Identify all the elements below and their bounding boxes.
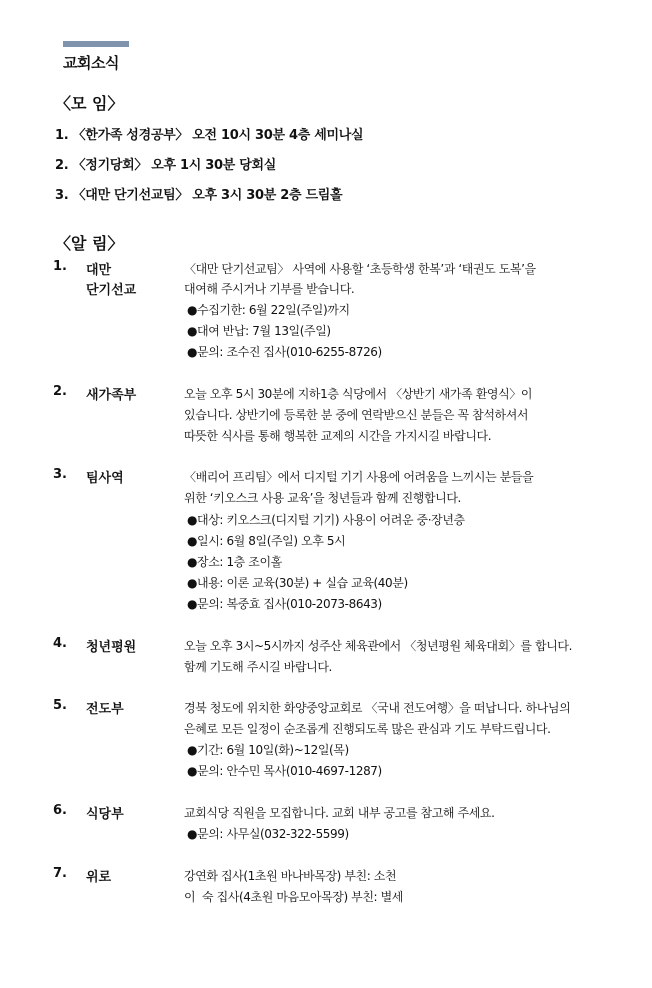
notice-label: 대만 — [86, 263, 112, 278]
notice-text: 함께 기도해 주시길 바랍니다. — [184, 660, 332, 674]
notice-bullet-item: ●문의: 조수진 집사(010-6255-8726) — [187, 345, 382, 359]
notice-text: 오늘 오후 5시 30분에 지하1층 식당에서 〈상반기 새가족 환영식〉이 — [184, 387, 533, 401]
notice-bullet-item: ●내용: 이론 교육(30분) + 실습 교육(40분) — [187, 576, 408, 590]
bullet-icon: ● — [187, 743, 198, 757]
notice-label: 위로 — [86, 870, 112, 885]
notice-bullet-item: ●일시: 6월 8일(주일) 오후 5시 — [187, 534, 346, 548]
notice-label: 새가족부 — [86, 388, 137, 403]
notice-label: 식당부 — [86, 807, 124, 822]
notice-label: 팀사역 — [86, 471, 124, 486]
notices-heading: 〈알 림〉 — [55, 234, 124, 253]
notice-number: 3. — [53, 467, 67, 482]
notice-bullet-item: ●문의: 사무실(032-322-5599) — [187, 827, 349, 841]
notice-bullet-item: ●장소: 1층 조이홀 — [187, 555, 282, 569]
notice-bullet-item: ●대여 반납: 7월 13일(주일) — [187, 324, 331, 338]
notice-text: 경북 청도에 위치한 화양중앙교회로 〈국내 전도여행〉을 떠납니다. 하나님의 — [184, 701, 571, 715]
header-accent-bar — [63, 41, 129, 47]
notice-text: 이 숙 집사(4초원 마음모아목장) 부친: 별세 — [184, 890, 404, 904]
page-title: 교회소식 — [63, 54, 119, 72]
bullet-icon: ● — [187, 555, 198, 569]
notice-number: 4. — [53, 636, 67, 651]
notice-text: 강연화 집사(1초원 바나바목장) 부친: 소천 — [184, 869, 397, 883]
notice-number: 1. — [53, 259, 67, 274]
notice-number: 5. — [53, 698, 67, 713]
bullet-icon: ● — [187, 324, 198, 338]
bullet-icon: ● — [187, 576, 198, 590]
notice-label: 청년평원 — [86, 640, 137, 655]
meeting-item: 1. 〈한가족 성경공부〉 오전 10시 30분 4층 세미나실 — [55, 128, 364, 143]
notice-bullet-item: ●수집기한: 6월 22일(주일)까지 — [187, 303, 350, 317]
bullet-icon: ● — [187, 345, 198, 359]
notice-label-line2: 단기선교 — [86, 283, 137, 298]
notice-text: 있습니다. 상반기에 등록한 분 중에 연락받으신 분들은 꼭 참석하셔서 — [184, 408, 529, 422]
notice-label: 전도부 — [86, 702, 124, 717]
notice-text: 〈배리어 프리팀〉에서 디지털 기기 사용에 어려움을 느끼시는 분들을 — [184, 470, 534, 484]
bullet-icon: ● — [187, 513, 198, 527]
notice-text: 은혜로 모든 일정이 순조롭게 진행되도록 많은 관심과 기도 부탁드립니다. — [184, 722, 551, 736]
notice-bullet-item: ●대상: 키오스크(디지털 기기) 사용이 어려운 중·장년층 — [187, 513, 465, 527]
notice-number: 6. — [53, 803, 67, 818]
notice-bullet-item: ●문의: 안수민 목사(010-4697-1287) — [187, 764, 382, 778]
notice-bullet-item: ●기간: 6월 10일(화)~12일(목) — [187, 743, 349, 757]
notice-text: 〈대만 단기선교팀〉 사역에 사용할 ‘초등학생 한복’과 ‘태권도 도복’을 — [184, 262, 536, 276]
bullet-icon: ● — [187, 303, 198, 317]
notice-number: 2. — [53, 384, 67, 399]
meetings-heading: 〈모 임〉 — [55, 94, 124, 113]
notice-text: 오늘 오후 3시~5시까지 성주산 체육관에서 〈청년평원 체육대회〉를 합니다. — [184, 639, 573, 653]
meeting-item: 3. 〈대만 단기선교팀〉 오후 3시 30분 2층 드림홀 — [55, 188, 343, 203]
notice-text: 위한 ‘키오스크 사용 교육’을 청년들과 함께 진행합니다. — [184, 491, 461, 505]
bullet-icon: ● — [187, 597, 198, 611]
notice-bullet-item: ●문의: 복중효 집사(010-2073-8643) — [187, 597, 382, 611]
meeting-item: 2. 〈정기당회〉 오후 1시 30분 당회실 — [55, 158, 276, 173]
bullet-icon: ● — [187, 764, 198, 778]
notice-text: 대여해 주시거나 기부를 받습니다. — [184, 282, 355, 296]
bullet-icon: ● — [187, 827, 198, 841]
notice-number: 7. — [53, 866, 67, 881]
notice-text: 교회식당 직원을 모집합니다. 교회 내부 공고를 참고해 주세요. — [184, 806, 495, 820]
notice-text: 따뜻한 식사를 통해 행복한 교제의 시간을 가지시길 바랍니다. — [184, 429, 492, 443]
bullet-icon: ● — [187, 534, 198, 548]
